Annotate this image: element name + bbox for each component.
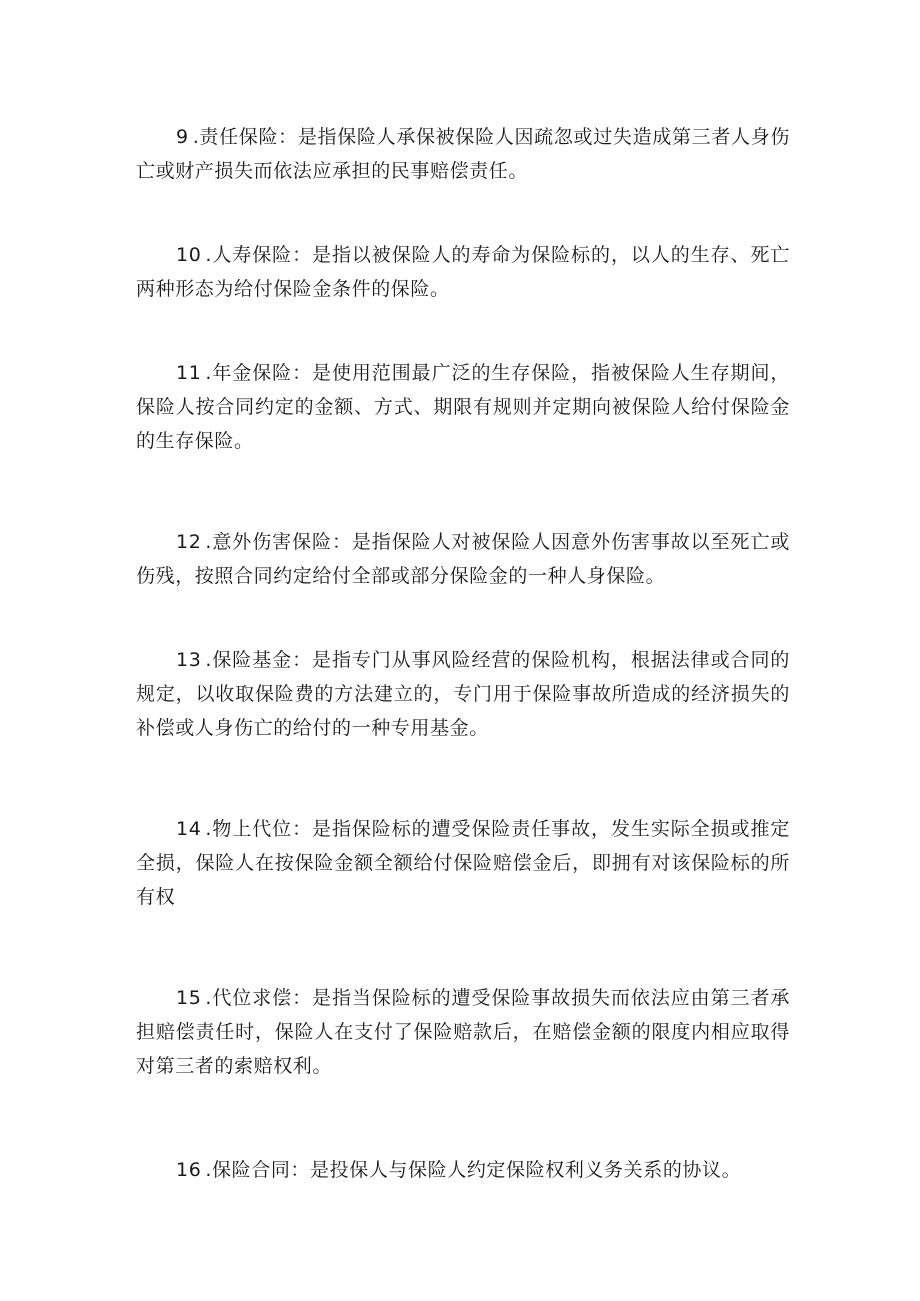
term-number: 14: [176, 818, 202, 840]
term-text: .意外伤害保险：是指保险人对被保险人因意外伤害事故以至死亡或伤残，按照合同约定给付全部或部分保险金的一种人身保险。: [136, 531, 790, 587]
term-text: .代位求偿：是指当保险标的遭受保险事故损失而依法应由第三者承担赔偿责任时，保险人在支付了保险赔款后，在赔偿金额的限度内相应取得对第三者的索赔权利。: [136, 987, 790, 1077]
term-text: .人寿保险：是指以被保险人的寿命为保险标的，以人的生存、死亡两种形态为给付保险金条件的保险。: [136, 244, 790, 300]
term-text: .保险基金：是指专门从事风险经营的保险机构，根据法律或合同的规定，以收取保险费的方法建立的，专门用于保险事故所造成的经济损失的补偿或人身伤亡的给付的一种专用基金。: [136, 649, 790, 739]
term-text: .年金保险：是使用范围最广泛的生存保险，指被保险人生存期间，保险人按合同约定的金额、方式、期限有规则并定期向被保险人给付保险金的生存保险。: [136, 362, 790, 452]
term-16: [136, 1153, 790, 1187]
term-text: .保险合同：是投保人与保险人约定保险权利义务关系的协议。: [205, 1159, 742, 1181]
term-12: [136, 525, 790, 593]
term-number: 10: [176, 244, 202, 266]
term-11: [136, 356, 790, 458]
term-10: [136, 238, 790, 306]
term-14: [136, 812, 790, 914]
term-number: 13: [176, 649, 202, 671]
term-9: [136, 120, 790, 188]
term-number: 16: [176, 1159, 202, 1181]
term-text: .物上代位：是指保险标的遭受保险责任事故，发生实际全损或推定全损，保险人在按保险金额全额给付保险赔偿金后，即拥有对该保险标的所有权: [136, 818, 790, 908]
term-text: .责任保险：是指保险人承保被保险人因疏忽或过失造成第三者人身伤亡或财产损失而依法应承担的民事赔偿责任。: [136, 126, 790, 182]
term-number: 9: [176, 126, 189, 148]
term-13: [136, 643, 790, 745]
term-number: 15: [176, 987, 202, 1009]
term-number: 11: [176, 362, 202, 384]
term-number: 12: [176, 531, 202, 553]
term-15: [136, 981, 790, 1083]
